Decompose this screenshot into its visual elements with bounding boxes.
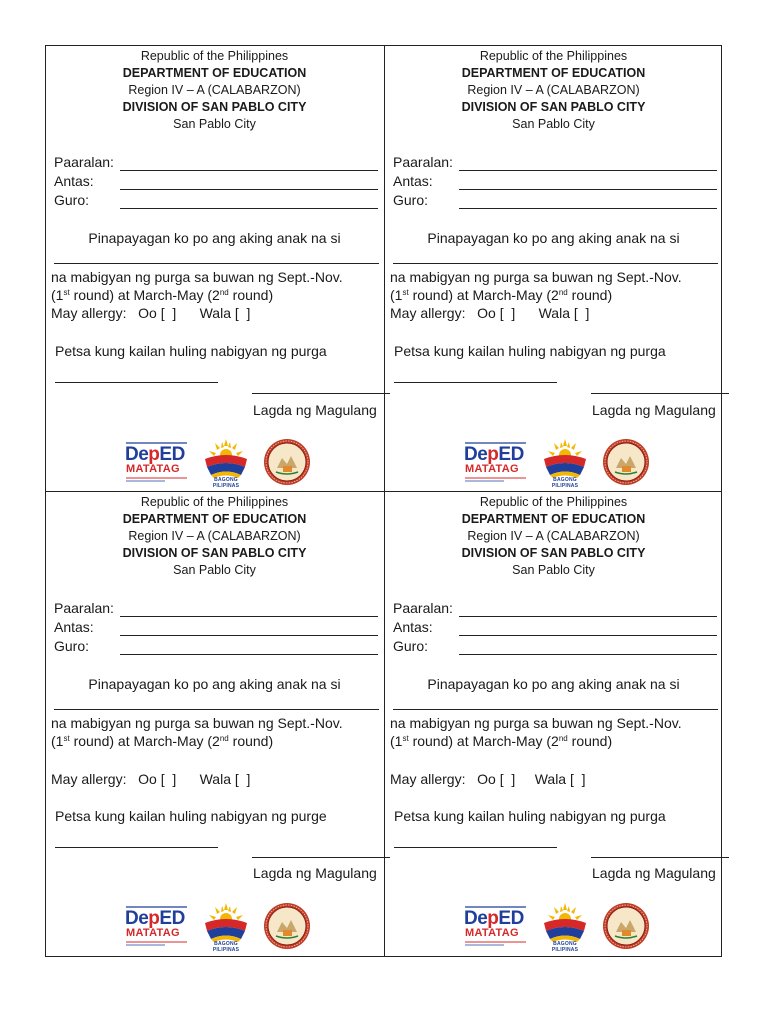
header-republic: Republic of the Philippines — [479, 49, 628, 63]
parent-signature-label: Lagda ng Magulang — [592, 402, 716, 418]
header-division: DIVISION OF SAN PABLO CITY — [122, 546, 307, 560]
header-department: DEPARTMENT OF EDUCATION — [461, 66, 646, 80]
guro-blank[interactable] — [120, 654, 378, 655]
header-division: DIVISION OF SAN PABLO CITY — [461, 100, 646, 114]
paaralan-blank[interactable] — [459, 616, 717, 617]
parent-signature-label: Lagda ng Magulang — [253, 865, 377, 881]
permission-statement: Pinapayagan ko po ang aking anak na si — [427, 230, 680, 246]
schedule-text: na mabigyan ng purga sa buwan ng Sept.-Nov. — [51, 715, 343, 731]
rounds-text: (1st round) at March-May (2nd round) — [51, 733, 274, 749]
logo-row — [125, 901, 315, 951]
bagong-pilipinas-logo: BAGONG PILIPINAS — [201, 437, 251, 487]
header-region: Region IV – A (CALABARZON) — [467, 83, 640, 97]
division-seal-logo — [602, 902, 650, 950]
date-blank[interactable] — [394, 382, 557, 383]
header-department: DEPARTMENT OF EDUCATION — [461, 512, 646, 526]
antas-blank[interactable] — [120, 189, 378, 190]
antas-label: Antas: — [393, 173, 433, 189]
schedule-text: na mabigyan ng purga sa buwan ng Sept.-Nov. — [390, 269, 682, 285]
child-name-blank[interactable] — [393, 709, 718, 710]
antas-blank[interactable] — [120, 635, 378, 636]
header-region: Region IV – A (CALABARZON) — [128, 83, 301, 97]
header-division: DIVISION OF SAN PABLO CITY — [122, 100, 307, 114]
date-blank[interactable] — [394, 847, 557, 848]
logo-row — [464, 901, 654, 951]
header-city: San Pablo City — [512, 117, 595, 131]
rounds-text: (1st round) at March-May (2nd round) — [51, 287, 274, 303]
division-seal-logo — [263, 902, 311, 950]
deped-matatag-logo: DepED MATATAG — [464, 444, 524, 475]
rounds-text: (1st round) at March-May (2nd round) — [390, 733, 613, 749]
antas-label: Antas: — [393, 619, 433, 635]
child-name-blank[interactable] — [54, 263, 379, 264]
allergy-checkboxes[interactable]: May allergy: Oo [ ] Wala [ ] — [51, 771, 251, 787]
antas-label: Antas: — [54, 619, 94, 635]
header-city: San Pablo City — [173, 563, 256, 577]
rounds-text: (1st round) at March-May (2nd round) — [390, 287, 613, 303]
last-deworming-date-label: Petsa kung kailan huling nabigyan ng purga — [55, 343, 327, 359]
deped-matatag-logo: DepED MATATAG — [125, 908, 185, 939]
schedule-text: na mabigyan ng purga sa buwan ng Sept.-Nov. — [390, 715, 682, 731]
header-republic: Republic of the Philippines — [479, 495, 628, 509]
allergy-checkboxes[interactable]: May allergy: Oo [ ] Wala [ ] — [390, 771, 586, 787]
deped-matatag-logo: DepED MATATAG — [464, 908, 524, 939]
antas-label: Antas: — [54, 173, 94, 189]
header-city: San Pablo City — [512, 563, 595, 577]
last-deworming-date-label: Petsa kung kailan huling nabigyan ng purga — [394, 343, 666, 359]
allergy-checkboxes[interactable]: May allergy: Oo [ ] Wala [ ] — [51, 305, 251, 321]
schedule-text: na mabigyan ng purga sa buwan ng Sept.-Nov. — [51, 269, 343, 285]
guro-label: Guro: — [54, 638, 90, 654]
deped-matatag-logo: DepED MATATAG — [125, 444, 185, 475]
child-name-blank[interactable] — [54, 709, 379, 710]
division-seal-logo — [602, 438, 650, 486]
paaralan-label: Paaralan: — [54, 600, 114, 616]
guro-blank[interactable] — [120, 208, 378, 209]
paaralan-blank[interactable] — [120, 170, 378, 171]
signature-blank[interactable] — [252, 857, 390, 858]
deworming-consent-card — [384, 45, 723, 491]
parent-signature-label: Lagda ng Magulang — [592, 865, 716, 881]
logo-row — [464, 437, 654, 487]
guro-label: Guro: — [393, 638, 429, 654]
antas-blank[interactable] — [459, 635, 717, 636]
signature-blank[interactable] — [591, 857, 729, 858]
division-seal-logo — [263, 438, 311, 486]
guro-label: Guro: — [54, 192, 90, 208]
logo-row — [125, 437, 315, 487]
header-region: Region IV – A (CALABARZON) — [467, 529, 640, 543]
paaralan-blank[interactable] — [459, 170, 717, 171]
last-deworming-date-label: Petsa kung kailan huling nabigyan ng purga — [394, 808, 666, 824]
permission-statement: Pinapayagan ko po ang aking anak na si — [88, 676, 341, 692]
header-republic: Republic of the Philippines — [140, 495, 289, 509]
header-division: DIVISION OF SAN PABLO CITY — [461, 546, 646, 560]
signature-blank[interactable] — [591, 393, 729, 394]
header-republic: Republic of the Philippines — [140, 49, 289, 63]
signature-blank[interactable] — [252, 393, 390, 394]
antas-blank[interactable] — [459, 189, 717, 190]
last-deworming-date-label: Petsa kung kailan huling nabigyan ng purge — [55, 808, 327, 824]
date-blank[interactable] — [55, 382, 218, 383]
header-department: DEPARTMENT OF EDUCATION — [122, 66, 307, 80]
paaralan-label: Paaralan: — [393, 154, 453, 170]
bagong-pilipinas-logo: BAGONG PILIPINAS — [540, 901, 590, 951]
deworming-consent-card — [45, 491, 384, 953]
deworming-consent-card — [384, 491, 723, 953]
paaralan-label: Paaralan: — [393, 600, 453, 616]
header-city: San Pablo City — [173, 117, 256, 131]
bagong-pilipinas-logo: BAGONG PILIPINAS — [201, 901, 251, 951]
child-name-blank[interactable] — [393, 263, 718, 264]
deworming-consent-card — [45, 45, 384, 491]
guro-blank[interactable] — [459, 654, 717, 655]
guro-blank[interactable] — [459, 208, 717, 209]
date-blank[interactable] — [55, 847, 218, 848]
parent-signature-label: Lagda ng Magulang — [253, 402, 377, 418]
header-department: DEPARTMENT OF EDUCATION — [122, 512, 307, 526]
bagong-pilipinas-logo: BAGONG PILIPINAS — [540, 437, 590, 487]
permission-statement: Pinapayagan ko po ang aking anak na si — [88, 230, 341, 246]
paaralan-blank[interactable] — [120, 616, 378, 617]
permission-statement: Pinapayagan ko po ang aking anak na si — [427, 676, 680, 692]
header-region: Region IV – A (CALABARZON) — [128, 529, 301, 543]
guro-label: Guro: — [393, 192, 429, 208]
paaralan-label: Paaralan: — [54, 154, 114, 170]
allergy-checkboxes[interactable]: May allergy: Oo [ ] Wala [ ] — [390, 305, 590, 321]
